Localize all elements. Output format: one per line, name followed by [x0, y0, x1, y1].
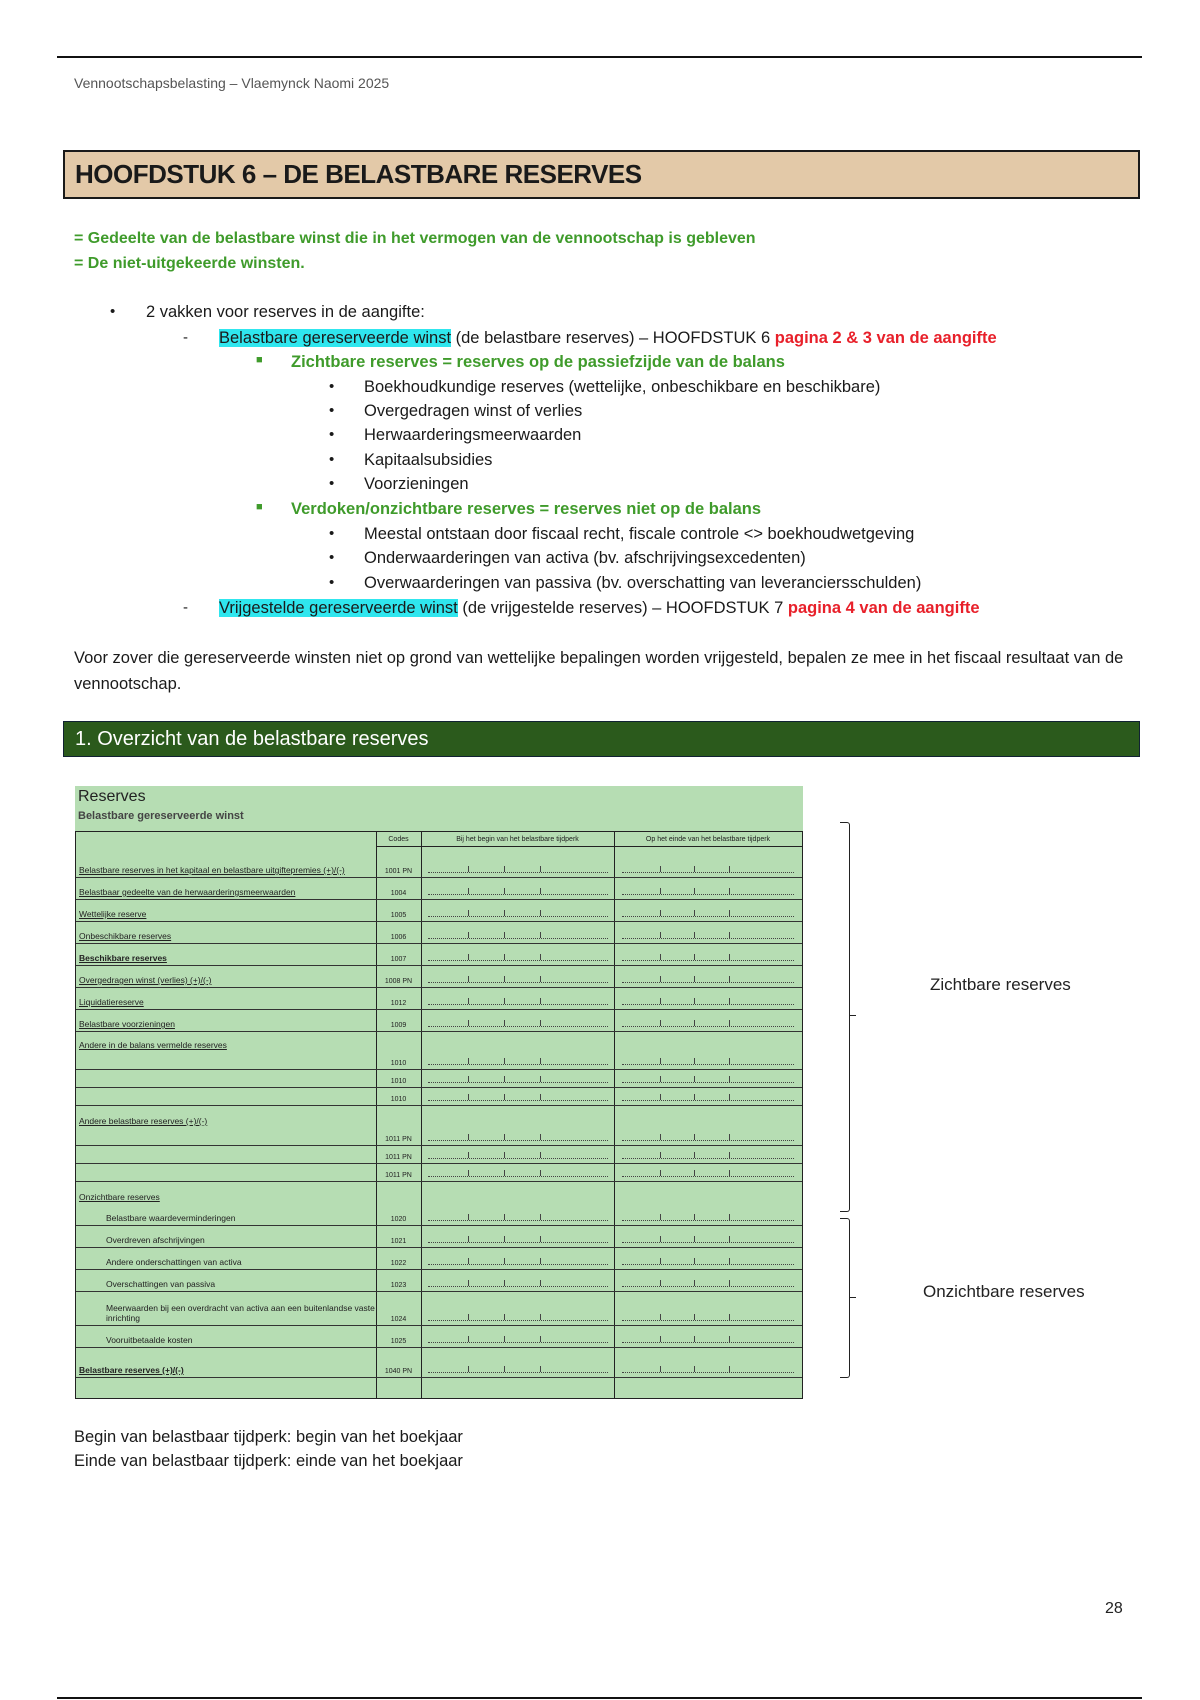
form-row [76, 1270, 802, 1292]
form-amount-field[interactable] [428, 1337, 608, 1343]
form-row [76, 1248, 802, 1270]
form-row-code: 1040 PN [384, 1368, 413, 1375]
form-amount-field[interactable] [622, 977, 794, 983]
form-amount-field[interactable] [622, 867, 794, 873]
form-amount-field[interactable] [428, 1215, 608, 1221]
form-amount-field[interactable] [622, 911, 794, 917]
form-row-code: 1022 [390, 1260, 407, 1267]
hidden-item: Overwaarderingen van passiva (bv. overschatting van leveranciersschulden) [364, 574, 922, 592]
bottom-rule [57, 1697, 1142, 1699]
form-row [76, 1292, 802, 1326]
form-row-code: 1012 [390, 1000, 407, 1007]
form-row-label: Beschikbare reserves [79, 953, 167, 963]
form-row [76, 1070, 802, 1088]
form-amount-field[interactable] [428, 1021, 608, 1027]
box2-line [219, 599, 980, 618]
form-amount-field[interactable] [428, 1237, 608, 1243]
form-amount-field[interactable] [428, 867, 608, 873]
form-row-code: 1024 [390, 1316, 407, 1323]
bullet-icon: • [329, 549, 335, 566]
visible-item: Kapitaalsubsidies [364, 451, 493, 469]
form-amount-field[interactable] [622, 1315, 794, 1321]
bullet-icon: • [329, 574, 335, 591]
form-row-label: Andere onderschattingen van activa [106, 1257, 242, 1267]
form-amount-field[interactable] [428, 1259, 608, 1265]
form-row-label: Andere belastbare reserves (+)/(-) [79, 1116, 208, 1126]
form-amount-field[interactable] [428, 1153, 608, 1159]
form-amount-field[interactable] [428, 1135, 608, 1141]
form-row-code: 1011 PN [385, 1172, 412, 1179]
form-amount-field[interactable] [622, 1153, 794, 1159]
box2-highlight: Vrijgestelde gereserveerde winst [219, 599, 458, 617]
form-row [76, 1348, 802, 1378]
form-amount-field[interactable] [622, 1077, 794, 1083]
form-col-header: Codes [376, 832, 421, 847]
form-row-code: 1023 [390, 1282, 407, 1289]
form-amount-field[interactable] [622, 933, 794, 939]
form-row-label: Belastbare reserves in het kapitaal en belastbare uitgiftepremies (+)/(-) [79, 865, 345, 875]
form-amount-field[interactable] [622, 1337, 794, 1343]
form-grid [75, 831, 803, 1399]
form-row [76, 988, 802, 1010]
form-row-label: Liquidatiereserve [79, 997, 144, 1007]
form-row-code: 1008 PN [384, 978, 413, 985]
form-row-code: 1004 [390, 890, 407, 897]
form-row [76, 1052, 802, 1070]
form-row-code: 1020 [390, 1216, 407, 1223]
form-amount-field[interactable] [622, 889, 794, 895]
visible-item: Herwaarderingsmeerwaarden [364, 426, 582, 444]
brace-hidden-reserves [840, 1218, 850, 1378]
form-row-code: 1001 PN [384, 868, 413, 875]
form-amount-field[interactable] [622, 1059, 794, 1065]
dash-icon: - [183, 329, 188, 346]
form-amount-field[interactable] [428, 911, 608, 917]
form-row [76, 1088, 802, 1106]
visible-item: Overgedragen winst of verlies [364, 402, 583, 420]
chapter-title: HOOFDSTUK 6 – DE BELASTBARE RESERVES [63, 150, 1140, 199]
form-row-label: Overschattingen van passiva [106, 1279, 216, 1289]
form-amount-field[interactable] [428, 955, 608, 961]
form-row-label: Vooruitbetaalde kosten [106, 1335, 193, 1345]
label-hidden-reserves: Onzichtbare reserves [923, 1282, 1085, 1301]
form-row [76, 1204, 802, 1226]
form-amount-field[interactable] [622, 1281, 794, 1287]
box2-page-ref: pagina 4 van de aangifte [787, 599, 980, 617]
definition-2: = De niet-uitgekeerde winsten. [74, 255, 305, 272]
visible-item: Boekhoudkundige reserves (wettelijke, onbeschikbare en beschikbare) [364, 378, 881, 396]
form-row [76, 1128, 802, 1146]
form-row [76, 1010, 802, 1032]
bullet-icon: • [329, 475, 335, 492]
form-amount-field[interactable] [622, 1259, 794, 1265]
bullet-icon: • [329, 525, 335, 542]
tax-form-reserves [75, 786, 803, 1399]
form-col-header: Bij het begin van het belastbare tijdperk [421, 832, 614, 847]
form-row-code: 1009 [390, 1022, 407, 1029]
brace-visible-reserves [840, 822, 850, 1212]
form-amount-field[interactable] [622, 1367, 794, 1373]
form-row-code: 1010 [390, 1060, 407, 1067]
form-row [76, 878, 802, 900]
form-row-code: 1005 [390, 912, 407, 919]
form-row-label: Overgedragen winst (verlies) (+)/(-) [79, 975, 212, 985]
brace-tip [850, 1297, 856, 1298]
form-row-label: Belastbare waardeverminderingen [106, 1213, 236, 1223]
form-row [76, 922, 802, 944]
form-row [76, 848, 802, 878]
box1-line [219, 329, 997, 348]
bullet-icon: • [329, 451, 335, 468]
box1-highlight: Belastbare gereserveerde winst [219, 329, 452, 347]
form-row [76, 966, 802, 988]
note-begin: Begin van belastbaar tijdperk: begin van het boekjaar [74, 1428, 463, 1446]
bullet-icon: • [110, 303, 116, 320]
bullet-icon: • [329, 402, 335, 419]
form-row-label: Belastbare voorzieningen [79, 1019, 175, 1029]
form-amount-field[interactable] [622, 1237, 794, 1243]
form-row-code: 1010 [390, 1096, 407, 1103]
form-row-code: 1010 [390, 1078, 407, 1085]
form-row-label: Meerwaarden bij een overdracht van activa aan een buitenlandse vaste inrichting [106, 1303, 375, 1323]
bullet-icon: • [329, 378, 335, 395]
form-subtitle: Belastbare gereserveerde winst [78, 810, 244, 822]
box1-text: (de belastbare reserves) – HOOFDSTUK 6 [451, 329, 775, 347]
page-number: 28 [1105, 1600, 1123, 1617]
form-row-code: 1025 [390, 1338, 407, 1345]
form-row [76, 1146, 802, 1164]
form-title: Reserves [78, 788, 146, 805]
form-row-label: Belastbaar gedeelte van de herwaarderingsmeerwaarden [79, 887, 296, 897]
form-amount-field[interactable] [428, 1315, 608, 1321]
visible-heading: Zichtbare reserves = reserves op de passiefzijde van de balans [291, 353, 785, 371]
form-row-label: Overdreven afschrijvingen [106, 1235, 205, 1245]
dash-icon: - [183, 599, 188, 616]
visible-item: Voorzieningen [364, 475, 469, 493]
note-end: Einde van belastbaar tijdperk: einde van het boekjaar [74, 1452, 463, 1470]
form-row-label: Onzichtbare reserves [79, 1192, 160, 1202]
form-amount-field[interactable] [428, 1077, 608, 1083]
bullet-icon: • [329, 426, 335, 443]
form-row [76, 1182, 802, 1204]
form-amount-field[interactable] [428, 889, 608, 895]
hidden-item: Onderwaarderingen van activa (bv. afschrijvingsexcedenten) [364, 549, 806, 567]
form-amount-field[interactable] [428, 1095, 608, 1101]
form-row [76, 1326, 802, 1348]
form-row-code: 1006 [390, 934, 407, 941]
box1-page-ref: pagina 2 & 3 van de aangifte [774, 329, 997, 347]
form-row [76, 900, 802, 922]
form-amount-field[interactable] [622, 1171, 794, 1177]
form-amount-field[interactable] [428, 933, 608, 939]
box2-text: (de vrijgestelde reserves) – HOOFDSTUK 7 [457, 599, 788, 617]
form-row [76, 1032, 802, 1052]
form-col-header: Op het einde van het belastbare tijdperk [614, 832, 802, 847]
top-rule [57, 56, 1142, 58]
form-row-label: Belastbare reserves (+)/(-) [79, 1365, 184, 1375]
form-amount-field[interactable] [428, 977, 608, 983]
form-row-code: 1011 PN [385, 1154, 412, 1161]
form-amount-field[interactable] [622, 999, 794, 1005]
form-row-label: Wettelijke reserve [79, 909, 147, 919]
form-row [76, 1106, 802, 1128]
hidden-item: Meestal ontstaan door fiscaal recht, fiscale controle <> boekhoudwetgeving [364, 525, 915, 543]
brace-tip [850, 1015, 856, 1016]
form-amount-field[interactable] [428, 1281, 608, 1287]
form-amount-field[interactable] [428, 1171, 608, 1177]
explanatory-paragraph: Voor zover die gereserveerde winsten niet op grond van wettelijke bepalingen worden vrijgesteld, bepalen ze mee in het fiscaal resultaat van de vennootschap. [74, 649, 1124, 693]
form-row [76, 944, 802, 966]
form-row-code: 1007 [390, 956, 407, 963]
form-amount-field[interactable] [622, 1135, 794, 1141]
form-amount-field[interactable] [428, 999, 608, 1005]
form-amount-field[interactable] [428, 1059, 608, 1065]
form-row-label: Onbeschikbare reserves [79, 931, 172, 941]
label-visible-reserves: Zichtbare reserves [930, 975, 1071, 994]
square-bullet-icon: ■ [256, 354, 263, 366]
hidden-heading: Verdoken/onzichtbare reserves = reserves niet op de balans [291, 500, 762, 518]
form-amount-field[interactable] [622, 1095, 794, 1101]
outline-intro: 2 vakken voor reserves in de aangifte: [146, 303, 425, 321]
form-row-code: 1011 PN [385, 1136, 412, 1143]
square-bullet-icon: ■ [256, 501, 263, 513]
form-row-code: 1021 [390, 1238, 407, 1245]
form-amount-field[interactable] [622, 955, 794, 961]
section-title: 1. Overzicht van de belastbare reserves [63, 721, 1140, 757]
form-amount-field[interactable] [428, 1367, 608, 1373]
form-amount-field[interactable] [622, 1021, 794, 1027]
definition-1: = Gedeelte van de belastbare winst die in het vermogen van de vennootschap is gebleven [74, 230, 756, 247]
form-row-label: Andere in de balans vermelde reserves [79, 1040, 227, 1050]
form-amount-field[interactable] [622, 1215, 794, 1221]
running-header: Vennootschapsbelasting – Vlaemynck Naomi 2025 [74, 75, 390, 91]
form-row [76, 1164, 802, 1182]
form-row [76, 1226, 802, 1248]
